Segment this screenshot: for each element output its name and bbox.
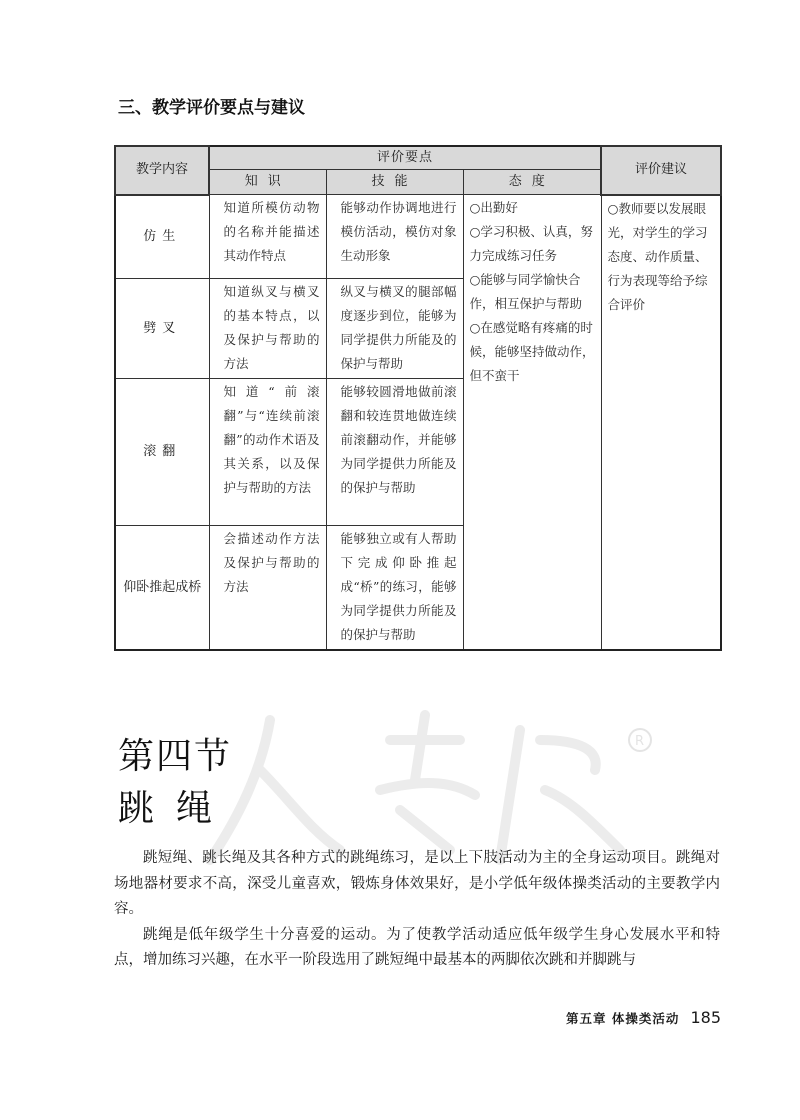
chapter-section-number: 第四节 xyxy=(118,736,233,777)
header-skill: 技能 xyxy=(326,170,463,195)
suggestion-text: ○教师要以发展眼光，对学生的学习态度、动作质量、行为表现等给予综合评价 xyxy=(607,200,708,312)
attitude-item: ○出勤好 xyxy=(469,200,518,215)
row-knowledge-cell xyxy=(209,279,326,379)
row-skill-cell xyxy=(326,195,463,279)
row-skill-cell xyxy=(326,526,463,651)
evaluation-table xyxy=(114,145,722,651)
row-skill-text: 能够较圆滑地做前滚翻和较连贯地做连续前滚翻动作，并能够为同学提供力所能及的保护与帮助 xyxy=(340,384,457,495)
header-evaluation-points: 评价要点 xyxy=(209,146,601,170)
attitude-cell xyxy=(463,195,601,651)
row-skill-text: 能够独立或有人帮助下完成仰卧推起成“桥”的练习，能够为同学提供力所能及的保护与帮助 xyxy=(340,531,457,642)
row-content-label: 仿生 xyxy=(115,195,209,279)
page-number: 185 xyxy=(690,1008,721,1027)
attitude-item: ○学习积极、认真，努力完成练习任务 xyxy=(469,224,593,263)
section-title: 跳绳 xyxy=(118,788,235,829)
footer-chapter: 第五章 体操类活动 xyxy=(566,1011,680,1026)
attitude-item: ○在感觉略有疼痛的时候，能够坚持做动作，但不蛮干 xyxy=(469,320,595,383)
row-skill-text: 纵叉与横叉的腿部幅度逐步到位，能够为同学提供力所能及的保护与帮助 xyxy=(340,284,457,371)
section-heading: 三、教学评价要点与建议 xyxy=(118,98,305,118)
row-skill-text: 能够动作协调地进行模仿活动，模仿对象生动形象 xyxy=(340,200,457,263)
page-footer xyxy=(566,1008,721,1027)
row-knowledge-text: 知道所模仿动物的名称并能描述其动作特点 xyxy=(223,200,320,263)
header-knowledge: 知识 xyxy=(209,170,326,195)
paragraph: 跳绳是低年级学生十分喜爱的运动。为了使教学活动适应低年级学生身心发展水平和特点，增加练习兴趣，在水平一阶段选用了跳短绳中最基本的两脚依次跳和并脚跳与 xyxy=(114,926,720,968)
svg-text:R: R xyxy=(635,734,645,749)
header-evaluation-suggestion: 评价建议 xyxy=(601,146,721,195)
row-skill-cell xyxy=(326,379,463,526)
paragraph: 跳短绳、跳长绳及其各种方式的跳绳练习，是以上下肢活动为主的全身运动项目。跳绳对场地器材要求不高，深受儿童喜欢，锻炼身体效果好，是小学低年级体操类活动的主要教学内容。 xyxy=(114,850,720,917)
row-knowledge-text: 会描述动作方法及保护与帮助的方法 xyxy=(223,531,320,594)
table-row xyxy=(115,195,721,279)
row-content-label: 仰卧推起成桥 xyxy=(115,526,209,651)
header-content: 教学内容 xyxy=(115,146,209,195)
row-skill-cell xyxy=(326,279,463,379)
publisher-watermark-logo xyxy=(200,700,660,870)
row-knowledge-cell xyxy=(209,195,326,279)
header-attitude: 态度 xyxy=(463,170,601,195)
row-knowledge-cell xyxy=(209,379,326,526)
row-content-label: 滚翻 xyxy=(115,379,209,526)
suggestion-cell xyxy=(601,195,721,651)
row-knowledge-text: 知道纵叉与横叉的基本特点，以及保护与帮助的方法 xyxy=(223,284,320,371)
row-knowledge-cell xyxy=(209,526,326,651)
body-text xyxy=(114,846,720,974)
row-content-label: 劈叉 xyxy=(115,279,209,379)
row-knowledge-text: 知道“前滚翻”与“连续前滚翻”的动作术语及其关系，以及保护与帮助的方法 xyxy=(223,384,320,495)
attitude-list xyxy=(464,195,601,390)
attitude-item: ○能够与同学愉快合作，相互保护与帮助 xyxy=(469,272,583,311)
